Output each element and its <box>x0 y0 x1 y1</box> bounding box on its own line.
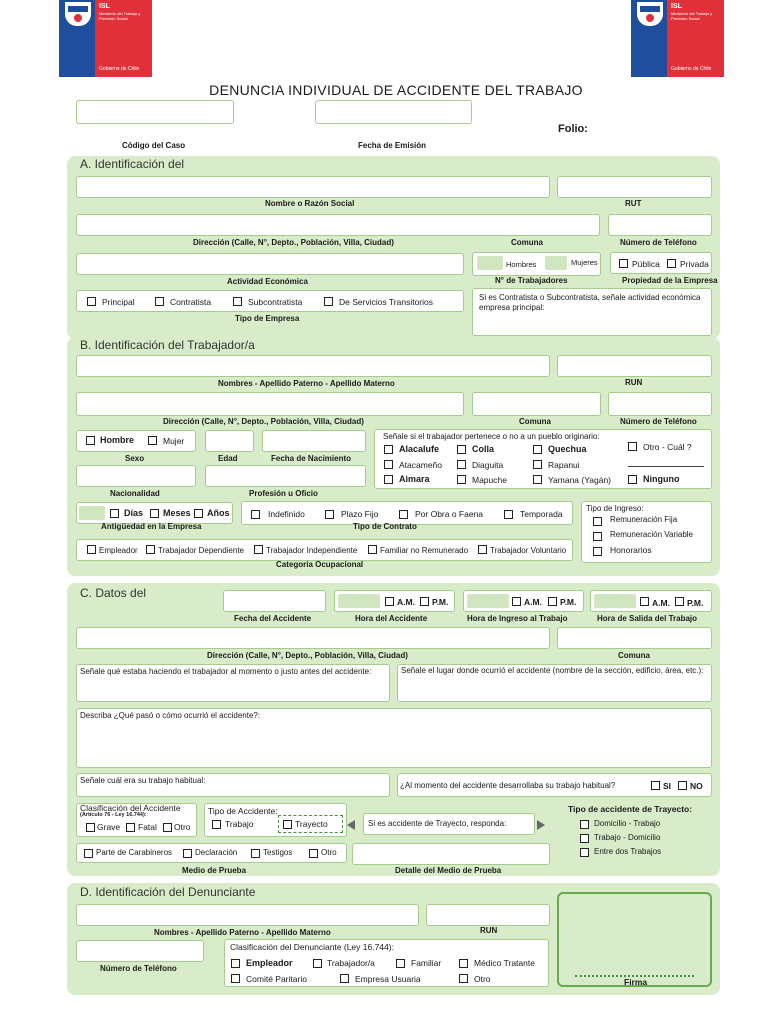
otro-pueblo-label: Otro - Cuál ? <box>643 442 692 452</box>
den-comite-label: Comité Paritario <box>246 974 307 984</box>
empleador-label: Empleador <box>99 546 138 555</box>
mapuche-label: Mapuche <box>472 475 507 485</box>
tipo-ingreso-label: Tipo de Ingreso: <box>586 504 644 513</box>
hora-ingreso-label: Hora de Ingreso al Trabajo <box>467 614 568 623</box>
fecha-nacimiento-field[interactable] <box>262 430 366 452</box>
den-otro-label: Otro <box>474 974 491 984</box>
accidente-comuna-field[interactable] <box>557 627 712 649</box>
alacalufe-checkbox[interactable] <box>384 445 393 454</box>
den-medico-label: Médico Tratante <box>474 958 535 968</box>
hora-sal-am-label: A.M. <box>652 598 670 608</box>
section-b-title: B. Identificación del Trabajador/a <box>80 338 255 352</box>
otro-medio-checkbox[interactable] <box>309 849 318 858</box>
n-trabajadores-label: N° de Trabajadores <box>495 276 568 285</box>
quechua-checkbox[interactable] <box>533 445 542 454</box>
rapanui-label: Rapanui <box>548 460 580 470</box>
haciendo-label: Señale qué estaba haciendo el trabajador al momento o justo antes del accidente: <box>80 667 372 676</box>
habitual-label: Señale cuál era su trabajo habitual: <box>80 776 206 785</box>
den-medico-checkbox[interactable] <box>459 959 468 968</box>
otro-clasif-label: Otro <box>174 822 191 832</box>
domicilio-trabajo-label: Domicilio - Trabajo <box>594 819 661 828</box>
honorarios-label: Honorarios <box>610 545 652 555</box>
nacionalidad-field[interactable] <box>76 465 196 487</box>
empresa-telefono-label: Número de Teléfono <box>620 238 697 247</box>
entre-trabajos-label: Entre dos Trabajos <box>594 847 662 856</box>
den-familiar-checkbox[interactable] <box>396 959 405 968</box>
firma-label: Firma <box>624 977 648 987</box>
rut-label: RUT <box>625 199 642 208</box>
dependiente-checkbox[interactable] <box>146 545 155 554</box>
contratista-checkbox[interactable] <box>155 297 164 306</box>
no-checkbox[interactable] <box>678 781 687 790</box>
hombre-label: Hombre <box>100 435 135 445</box>
alacalufe-label: Alacalufe <box>399 444 440 454</box>
shield-icon <box>637 2 663 26</box>
trabajador-telefono-label: Número de Teléfono <box>620 417 697 426</box>
section-d-title: D. Identificación del Denunciante <box>80 885 256 899</box>
detalle-medio-label: Detalle del Medio de Prueba <box>395 866 502 875</box>
trabajo-domicilio-checkbox[interactable] <box>580 834 589 843</box>
actividad-principal-note: Si es Contratista o Subcontratista, señale actividad económica empresa principal: <box>479 293 701 312</box>
declaracion-checkbox[interactable] <box>183 849 192 858</box>
den-comite-checkbox[interactable] <box>231 974 240 983</box>
trabajador-comuna-field[interactable] <box>472 392 601 416</box>
si-checkbox[interactable] <box>651 781 660 790</box>
obra-faena-checkbox[interactable] <box>399 510 408 519</box>
den-empleador-checkbox[interactable] <box>231 959 240 968</box>
meses-label: Meses <box>163 508 191 518</box>
yamana-label: Yamana (Yagán) <box>548 475 611 485</box>
trabajador-comuna-label: Comuna <box>519 417 551 426</box>
mujeres-label: Mujeres <box>571 258 598 267</box>
servicios-checkbox[interactable] <box>324 297 333 306</box>
hora-accidente-field[interactable] <box>338 594 380 608</box>
hora-sal-am-checkbox[interactable] <box>640 597 649 606</box>
voluntario-label: Trabajador Voluntario <box>490 546 567 555</box>
domicilio-trabajo-checkbox[interactable] <box>580 820 589 829</box>
aimara-checkbox[interactable] <box>384 475 393 484</box>
trabajador-run-label: RUN <box>625 378 643 387</box>
no-label: NO <box>690 781 703 791</box>
rem-fija-checkbox[interactable] <box>593 517 602 526</box>
razon-social-label: Nombre o Razón Social <box>265 199 355 208</box>
tipo-contrato-label: Tipo de Contrato <box>353 522 417 531</box>
trabajador-nombre-field[interactable] <box>76 355 550 377</box>
si-label: SI <box>663 781 672 791</box>
empresa-telefono-field[interactable] <box>608 214 712 236</box>
momento-label: ¿Al momento del accidente desarrollaba su trabajo habitual? <box>400 781 616 790</box>
hora-sal-pm-checkbox[interactable] <box>675 597 684 606</box>
otro-pueblo-line[interactable] <box>628 466 704 467</box>
privada-label: Privada <box>680 259 709 269</box>
servicios-label: De Servicios Transitorios <box>339 297 434 307</box>
logo-gov: Gobierno de Chile <box>99 66 140 72</box>
rem-variable-checkbox[interactable] <box>593 532 602 541</box>
dias-field[interactable] <box>79 506 105 520</box>
section-c-title: C. Datos del <box>80 586 147 600</box>
publica-checkbox[interactable] <box>619 259 628 268</box>
otro-pueblo-checkbox[interactable] <box>628 442 637 451</box>
rut-field[interactable] <box>557 176 712 198</box>
den-trabajador-checkbox[interactable] <box>313 959 322 968</box>
den-usuaria-label: Empresa Usuaria <box>355 974 421 984</box>
temporada-checkbox[interactable] <box>504 510 513 519</box>
hora-accidente-label: Hora del Accidente <box>355 614 428 623</box>
codigo-caso-field[interactable] <box>76 100 234 124</box>
detalle-medio-field[interactable] <box>352 843 550 865</box>
shield-icon <box>65 2 91 26</box>
publica-label: Pública <box>632 259 660 269</box>
meses-checkbox[interactable] <box>150 509 159 518</box>
declaracion-label: Declaración <box>195 848 238 857</box>
grave-label: Grave <box>97 822 121 832</box>
empresa-comuna-label: Comuna <box>511 238 543 247</box>
hora-ing-am-label: A.M. <box>524 597 542 607</box>
otro-clasif-checkbox[interactable] <box>163 823 172 832</box>
denunciante-telefono-label: Número de Teléfono <box>100 964 177 973</box>
carabineros-checkbox[interactable] <box>84 849 93 858</box>
empresa-direccion-label: Dirección (Calle, N°, Depto., Población, Villa, Ciudad) <box>193 238 394 247</box>
trabajador-telefono-field[interactable] <box>608 392 712 416</box>
hora-sal-pm-label: P.M. <box>687 598 704 608</box>
hombres-label: Hombres <box>506 260 537 269</box>
plazo-fijo-label: Plazo Fijo <box>341 509 379 519</box>
trabajador-run-field[interactable] <box>557 355 712 377</box>
hombre-checkbox[interactable] <box>86 436 95 445</box>
den-otro-checkbox[interactable] <box>459 974 468 983</box>
obra-faena-label: Por Obra o Faena <box>415 509 484 519</box>
subcontratista-checkbox[interactable] <box>233 297 242 306</box>
hora-ingreso-field[interactable] <box>467 594 509 608</box>
arrow-right-icon <box>537 820 545 830</box>
section-a-title: A. Identificación del <box>80 157 185 171</box>
hora-salida-field[interactable] <box>594 594 636 608</box>
den-trabajador-label: Trabajador/a <box>327 958 375 968</box>
familiar-checkbox[interactable] <box>368 545 377 554</box>
testigos-checkbox[interactable] <box>251 849 260 858</box>
hora-salida-label: Hora de Salida del Trabajo <box>597 614 698 623</box>
profesion-label: Profesión u Oficio <box>249 489 318 498</box>
indefinido-checkbox[interactable] <box>251 510 260 519</box>
voluntario-checkbox[interactable] <box>478 545 487 554</box>
fecha-accidente-field[interactable] <box>223 590 326 612</box>
accidente-comuna-label: Comuna <box>618 651 650 660</box>
colla-label: Colla <box>472 444 495 454</box>
folio-label: Folio: <box>558 123 588 135</box>
propiedad-label: Propiedad de la Empresa <box>622 276 718 285</box>
grave-checkbox[interactable] <box>86 823 95 832</box>
trabajador-nombre-label: Nombres - Apellido Paterno - Apellido Materno <box>218 379 395 388</box>
ninguno-checkbox[interactable] <box>628 475 637 484</box>
anos-label: Años <box>207 508 230 518</box>
plazo-fijo-checkbox[interactable] <box>325 510 334 519</box>
independiente-checkbox[interactable] <box>254 545 263 554</box>
subcontratista-label: Subcontratista <box>248 297 303 307</box>
hora-acc-pm-checkbox[interactable] <box>420 597 429 606</box>
familiar-label: Familiar no Remunerado <box>380 546 469 555</box>
trabajador-direccion-field[interactable] <box>76 392 464 416</box>
hora-ing-am-checkbox[interactable] <box>512 597 521 606</box>
logo-abbr: ISL <box>99 3 110 10</box>
form-title: DENUNCIA INDIVIDUAL DE ACCIDENTE DEL TRABAJO <box>209 82 583 98</box>
hora-acc-am-label: A.M. <box>397 597 415 607</box>
trayecto-checkbox[interactable] <box>283 820 292 829</box>
mapuche-checkbox[interactable] <box>457 475 466 484</box>
trabajador-direccion-label: Dirección (Calle, N°, Depto., Población, Villa, Ciudad) <box>163 417 364 426</box>
categoria-label: Categoría Ocupacional <box>276 560 364 569</box>
fecha-emision-field[interactable] <box>315 100 472 124</box>
hora-acc-pm-label: P.M. <box>432 597 449 607</box>
mujer-label: Mujer <box>163 436 185 446</box>
denunciante-run-label: RUN <box>480 926 498 935</box>
articulo-label: (Artículo 76 - Ley 16.744): <box>80 812 147 818</box>
den-familiar-label: Familiar <box>411 958 442 968</box>
dias-checkbox[interactable] <box>110 509 119 518</box>
fatal-label: Fatal <box>138 822 157 832</box>
diaguita-label: Diaguita <box>472 460 504 470</box>
hora-ing-pm-label: P.M. <box>560 597 577 607</box>
trayecto-label: Trayecto <box>295 819 328 829</box>
atacameno-label: Atacameño <box>399 460 442 470</box>
logo-gov: Gobierno de Chile <box>671 66 712 72</box>
hombres-field[interactable] <box>477 256 503 270</box>
den-empleador-label: Empleador <box>246 958 293 968</box>
edad-label: Edad <box>218 454 238 463</box>
denunciante-run-field[interactable] <box>426 904 550 926</box>
entre-trabajos-checkbox[interactable] <box>580 848 589 857</box>
fecha-accidente-label: Fecha del Accidente <box>234 614 312 623</box>
nacionalidad-label: Nacionalidad <box>110 489 160 498</box>
lugar-label: Señale el lugar donde ocurrió el accidente (nombre de la sección, edificio, área, etc.): <box>401 666 704 675</box>
principal-label: Principal <box>102 297 135 307</box>
mujer-checkbox[interactable] <box>148 436 157 445</box>
trabajo-label: Trabajo <box>225 819 254 829</box>
atacameno-checkbox[interactable] <box>384 460 393 469</box>
denunciante-nombre-label: Nombres - Apellido Paterno - Apellido Materno <box>154 928 331 937</box>
tipo-accidente-label: Tipo de Accidente: <box>208 806 278 816</box>
temporada-label: Temporada <box>520 509 563 519</box>
colla-checkbox[interactable] <box>457 445 466 454</box>
trabajo-domicilio-label: Trabajo - Domicilio <box>594 833 661 842</box>
accidente-direccion-field[interactable] <box>76 627 550 649</box>
fecha-nacimiento-label: Fecha de Nacimiento <box>271 454 352 463</box>
privada-checkbox[interactable] <box>667 259 676 268</box>
firma-box[interactable] <box>557 892 712 987</box>
aimara-label: Aimara <box>399 474 430 484</box>
contratista-label: Contratista <box>170 297 212 307</box>
testigos-label: Testigos <box>263 848 293 857</box>
diaguita-checkbox[interactable] <box>457 460 466 469</box>
rem-variable-label: Remuneración Variable <box>610 530 694 539</box>
empleador-checkbox[interactable] <box>87 545 96 554</box>
actividad-field[interactable] <box>76 253 464 275</box>
responda-label: Si es accidente de Trayecto, responda: <box>368 819 507 828</box>
tipo-empresa-label: Tipo de Empresa <box>235 314 300 323</box>
antiguedad-label: Antigüedad en la Empresa <box>101 522 202 531</box>
denunciante-telefono-field[interactable] <box>76 940 204 962</box>
den-usuaria-checkbox[interactable] <box>340 974 349 983</box>
mujeres-field[interactable] <box>545 256 567 270</box>
empresa-direccion-field[interactable] <box>76 214 600 236</box>
codigo-caso-label: Código del Caso <box>122 141 186 150</box>
razon-social-field[interactable] <box>76 176 550 198</box>
profesion-field[interactable] <box>205 465 366 487</box>
edad-field[interactable] <box>205 430 254 452</box>
otro-medio-label: Otro <box>321 848 337 857</box>
logo-ministry: Ministerio del Trabajo y Previsión Social <box>99 11 141 21</box>
medio-prueba-label: Medio de Prueba <box>182 866 247 875</box>
describa-label: Describa ¿Qué pasó o cómo ocurrió el accidente?: <box>80 711 261 720</box>
hora-ing-pm-checkbox[interactable] <box>548 597 557 606</box>
indefinido-label: Indefinido <box>268 509 305 519</box>
logo-right <box>631 0 724 77</box>
logo-left <box>59 0 152 77</box>
yamana-checkbox[interactable] <box>533 475 542 484</box>
ninguno-label: Ninguno <box>643 474 680 484</box>
clasificacion-label: Clasificación del Accidente <box>80 803 181 813</box>
tipo-trayecto-label: Tipo de accidente de Trayecto: <box>568 804 693 814</box>
accidente-direccion-label: Dirección (Calle, N°, Depto., Población, Villa, Ciudad) <box>207 651 408 660</box>
logo-ministry: Ministerio del Trabajo y Previsión Social <box>671 11 713 21</box>
principal-checkbox[interactable] <box>87 297 96 306</box>
logo-abbr: ISL <box>671 3 682 10</box>
fatal-checkbox[interactable] <box>126 823 135 832</box>
actividad-label: Actividad Económica <box>227 277 308 286</box>
denunciante-nombre-field[interactable] <box>76 904 419 926</box>
trabajo-checkbox[interactable] <box>212 820 221 829</box>
pueblo-question: Señale si el trabajador pertenece o no a un pueblo originario: <box>383 432 600 441</box>
hora-acc-am-checkbox[interactable] <box>385 597 394 606</box>
rapanui-checkbox[interactable] <box>533 460 542 469</box>
dependiente-label: Trabajador Dependiente <box>158 546 244 555</box>
rem-fija-label: Remuneración Fija <box>610 515 678 524</box>
quechua-label: Quechua <box>548 444 587 454</box>
dias-label: Días <box>124 508 144 518</box>
independiente-label: Trabajador Independiente <box>266 546 358 555</box>
honorarios-checkbox[interactable] <box>593 547 602 556</box>
sexo-label: Sexo <box>125 454 145 463</box>
anos-checkbox[interactable] <box>194 509 203 518</box>
fecha-emision-label: Fecha de Emisión <box>358 141 427 150</box>
arrow-left-icon <box>347 820 355 830</box>
clasif-denunciante-label: Clasificación del Denunciante (Ley 16.744): <box>230 942 394 952</box>
carabineros-label: Parte de Carabineros <box>96 848 173 857</box>
